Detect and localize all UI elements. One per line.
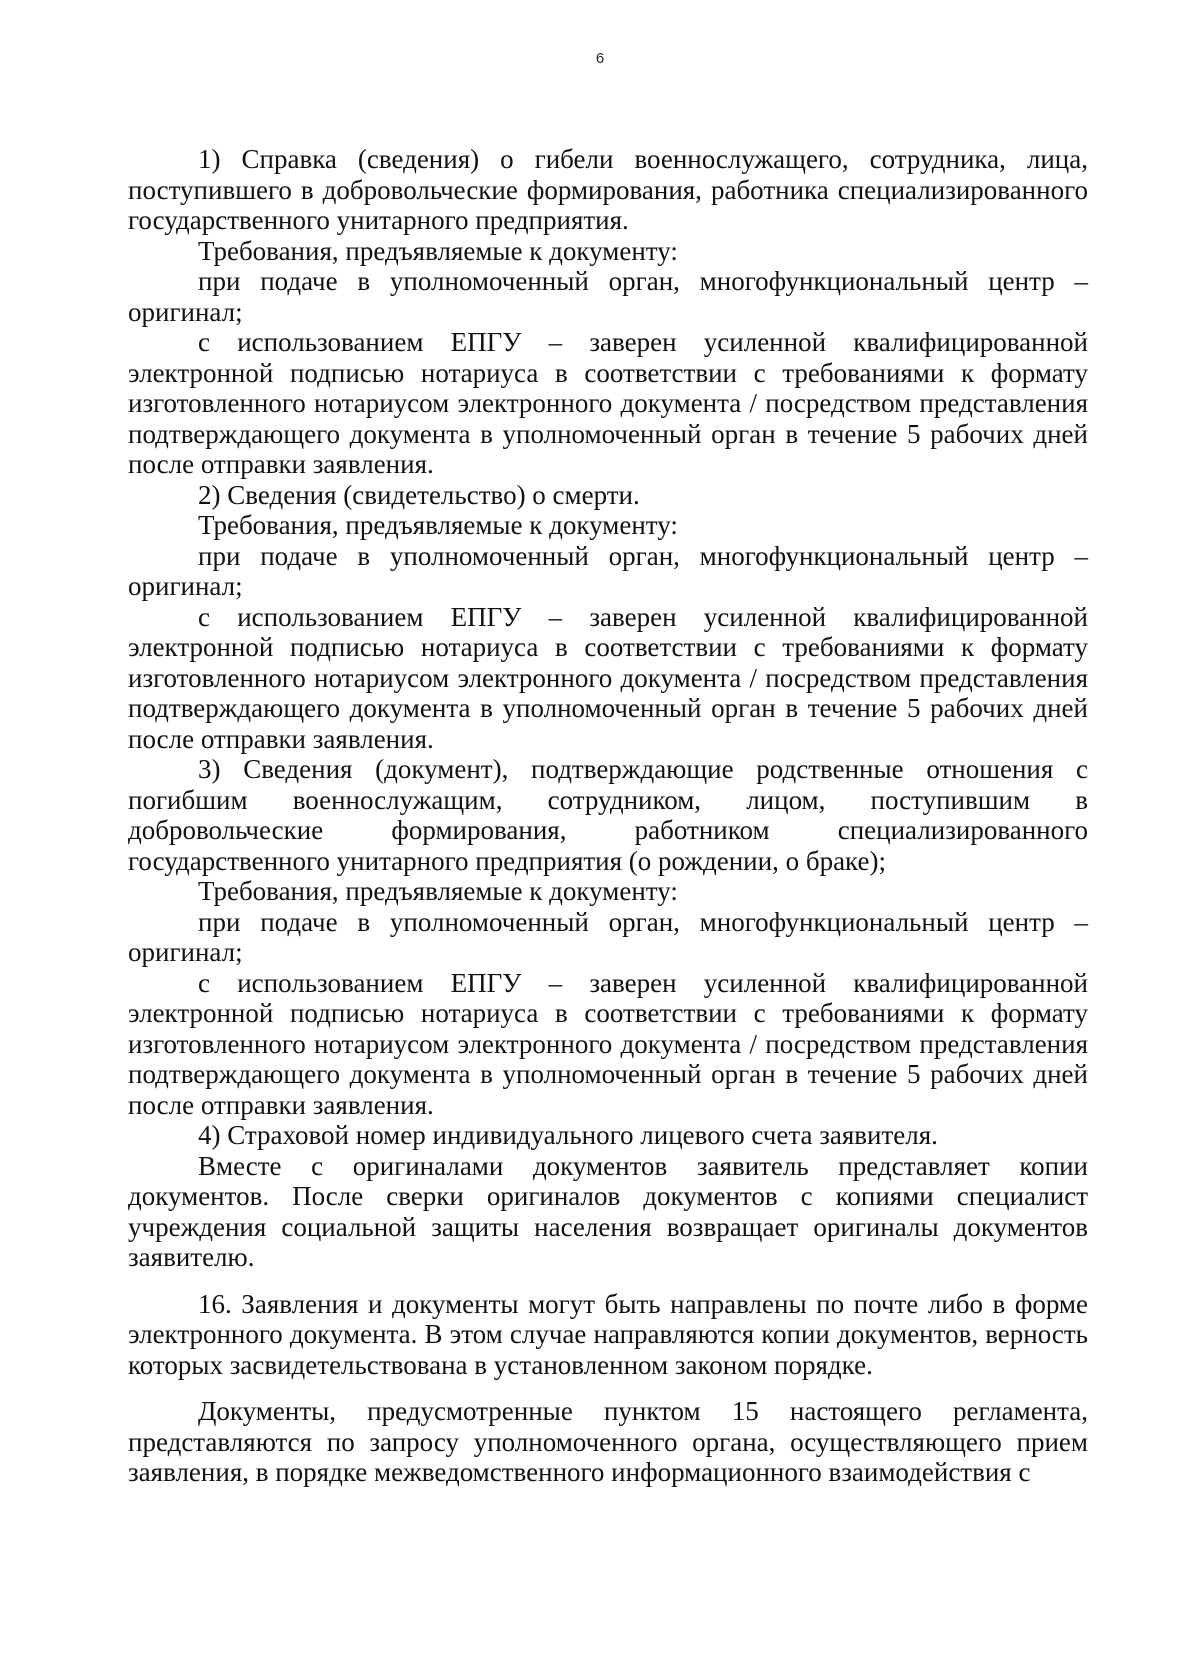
paragraph-requirements-heading: Требования, предъявляемые к документу: [198,510,678,540]
paragraph-requirements-heading: Требования, предъявляемые к документу: [198,876,678,906]
paragraph-section-16: 16. Заявления и документы могут быть направлены по почте либо в форме электронного документа. В этом случае направляются копии документов, верность которых засвидетельствована в установленном законом порядке. [128,1288,1088,1380]
document-body [128,144,1088,1488]
paragraph-requirement-epgu: с использованием ЕПГУ – заверен усиленной квалифицированной электронной подписью нотариуса в соответствии с требованиями к формату изготовленного нотариусом электронного документа / посредством представления подтверждающего документа в уполномоченный орган в течение 5 рабочих дней после отправки заявления. [128,601,1088,754]
paragraph-requirement-in-person: при подаче в уполномоченный орган, многофункциональный центр – оригинал; [128,266,1088,327]
paragraph-requirement-epgu: с использованием ЕПГУ – заверен усиленной квалифицированной электронной подписью нотариуса в соответствии с требованиями к формату изготовленного нотариусом электронного документа / посредством представления подтверждающего документа в уполномоченный орган в течение 5 рабочих дней после отправки заявления. [128,327,1088,479]
paragraph-item-1-certificate-of-death: 1) Справка (сведения) о гибели военнослужащего, сотрудника, лица, поступившего в добровольческие формирования, работника специализированного государственного унитарного предприятия. [128,144,1088,235]
paragraph-copies-of-documents: Вместе с оригиналами документов заявитель представляет копии документов. После сверки оригиналов документов с копиями специалист учреждения социальной защиты населения возвращает оригиналы документов заявителю. [128,1150,1088,1272]
paragraph-requirement-in-person: при подаче в уполномоченный орган, многофункциональный центр – оригинал; [128,906,1088,967]
page-number: 6 [595,50,605,67]
paragraph-item-3-kinship-documents: 3) Сведения (документ), подтверждающие родственные отношения с погибшим военнослужащим, сотрудником, лицом, поступившим в добровольческие формирования, работником специализированного государственного унитарного предприятия (о рождении, о браке); [128,754,1088,876]
paragraph-requirement-epgu: с использованием ЕПГУ – заверен усиленной квалифицированной электронной подписью нотариуса в соответствии с требованиями к формату изготовленного нотариусом электронного документа / посредством представления подтверждающего документа в уполномоченный орган в течение 5 рабочих дней после отправки заявления. [128,967,1088,1120]
paragraph-requirements-heading: Требования, предъявляемые к документу: [198,235,678,266]
paragraph-item-2-death-record: 2) Сведения (свидетельство) о смерти. [198,479,640,510]
paragraph-requirement-in-person: при подаче в уполномоченный орган, многофункциональный центр – оригинал; [128,540,1088,601]
paragraph-item-4-insurance-number: 4) Страховой номер индивидуального лицевого счета заявителя. [198,1120,938,1150]
paragraph-interagency-request: Документы, предусмотренные пунктом 15 настоящего регламента, представляются по запросу уполномоченного органа, осуществляющего прием заявления, в порядке межведомственного информационного взаимодействия с [128,1396,1088,1487]
